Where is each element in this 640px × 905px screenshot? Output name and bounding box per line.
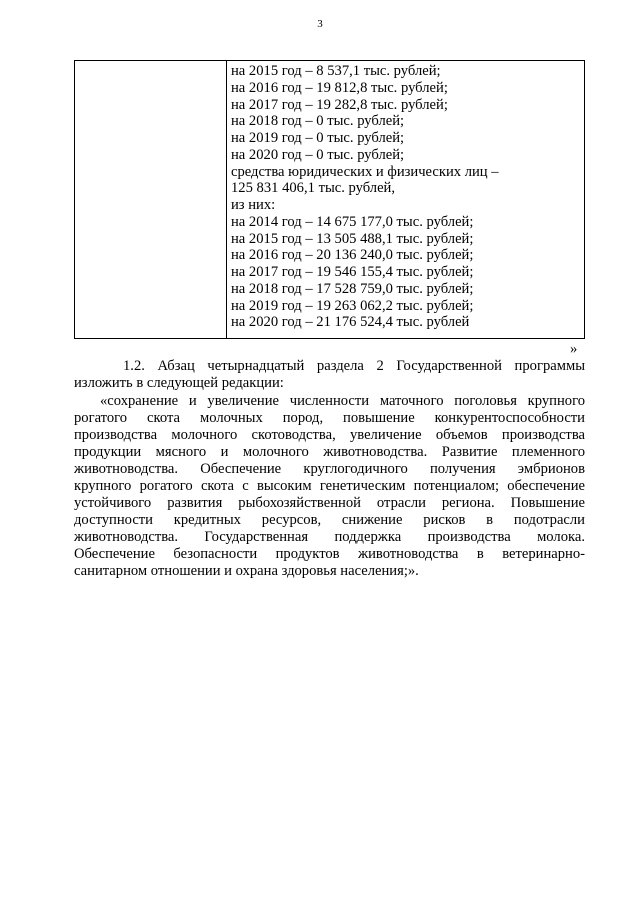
page-number: 3 [317, 18, 323, 30]
table-line: на 2019 год – 19 263 062,2 тыс. рублей; [231, 297, 474, 314]
table-line: 125 831 406,1 тыс. рублей, [231, 180, 396, 197]
paragraph-line: изложить в следующей редакции: [74, 375, 284, 391]
table-line: на 2018 год – 0 тыс. рублей; [231, 113, 405, 130]
table-line: средства юридических и физических лиц – [231, 163, 499, 180]
table-line: на 2017 год – 19 546 155,4 тыс. рублей; [231, 264, 474, 280]
paragraph-line: производства молочного скотоводства, увеличение объемов производства [74, 427, 585, 443]
funding-table [74, 60, 585, 339]
paragraph-line: Обеспечение безопасности продуктов животноводства в ветеринарно- [74, 546, 585, 562]
paragraph-line: животноводства. Обеспечение круглогодичного получения эмбрионов [74, 461, 585, 477]
paragraph-line: продукции мясного и молочного животноводства. Развитие племенного [74, 444, 585, 460]
table-line: на 2016 год – 20 136 240,0 тыс. рублей; [231, 247, 474, 264]
table-line: на 2018 год – 17 528 759,0 тыс. рублей; [231, 280, 474, 297]
paragraph-line: животноводства. Государственная поддержка производства молока. [74, 529, 585, 545]
paragraph-line: устойчивого развития рыбохозяйственной отрасли региона. Повышение [74, 495, 585, 511]
table-line: на 2015 год – 8 537,1 тыс. рублей; [231, 63, 441, 79]
table-line: на 2020 год – 21 176 524,4 тыс. рублей [231, 314, 470, 331]
paragraph-line: доступности кредитных ресурсов, снижение рисков в подотрасли [74, 512, 585, 528]
table-line: из них: [231, 197, 276, 213]
paragraph-amendment-text [74, 393, 585, 580]
table-line: на 2016 год – 19 812,8 тыс. рублей; [231, 79, 448, 96]
table-column-divider [226, 61, 227, 338]
table-line: на 2015 год – 13 505 488,1 тыс. рублей; [231, 230, 474, 247]
table-line: на 2020 год – 0 тыс. рублей; [231, 146, 405, 163]
paragraph-line: рогатого скота молочных пород, повышение конкурентоспособности [74, 410, 585, 426]
paragraph-amendment-intro [74, 358, 585, 392]
paragraph-line: 1.2. Абзац четырнадцатый раздела 2 Государственной программы [123, 358, 585, 374]
table-line: на 2017 год – 19 282,8 тыс. рублей; [231, 96, 448, 113]
table-line: на 2019 год – 0 тыс. рублей; [231, 130, 405, 146]
table-right-cell [231, 63, 499, 331]
table-line: на 2014 год – 14 675 177,0 тыс. рублей; [231, 213, 474, 230]
paragraph-line: «сохранение и увеличение численности маточного поголовья крупного [100, 393, 585, 409]
paragraph-line: крупного рогатого скота с высоким генетическим потенциалом; обеспечение [74, 478, 585, 494]
closing-quote: » [570, 341, 578, 357]
paragraph-line: санитарном отношении и охрана здоровья населения;». [74, 563, 419, 579]
